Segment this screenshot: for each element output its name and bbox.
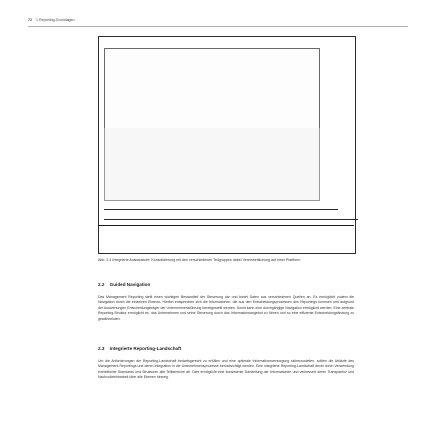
section-integrated-reporting xyxy=(98,346,354,381)
section-heading xyxy=(98,346,354,351)
figure-divider-lower xyxy=(104,219,358,220)
page-number: 72 xyxy=(28,18,32,22)
running-title: 1 Reporting-Grundlagen xyxy=(36,18,75,22)
figure-caption: Abb. 2.4 Integrierte Ausbaustufe: Konsolidierung mit den verschiedenen Teilgruppen dabei Vereinheitlichung auf einer Plattform xyxy=(98,258,301,262)
page-header xyxy=(28,14,408,27)
figure-panel-top xyxy=(104,48,320,130)
section-guided-navigation xyxy=(98,282,354,322)
section-number: 2.3 xyxy=(98,346,105,351)
figure-frame xyxy=(98,36,356,254)
section-body: Um die Anforderungen der Reporting-Landschaft bedarfsgerecht zu erfüllen und eine optimale Informationsversorgung sicherzustellen, sollten die Abläufe des Management Reportings und deren Integration in die Unternehmensprozesse berücksichtigt werden. Eine integrierte Reporting-Landschaft deckt durch Verwendung einheitlicher Standards und Strukturen alle Teilbereiche ab. Dies ermöglicht eine konsistente Darstellung der Informationen und verbessert deren Transparenz und Nachvollziehbarkeit über alle Ebenen hinweg. xyxy=(98,359,354,380)
section-heading xyxy=(98,282,354,287)
figure-panel-bottom xyxy=(104,128,320,201)
section-body: Das Management Reporting stellt einen wichtigen Bestandteil der Steuerung dar und bietet Daten aus verschiedenen Quellen an. Es ermöglicht zudem die Navigation durch die einzelnen Ebenen. Hierbei entsprechen sich die Informationen, die aus den Entscheidungsprozessen des Reportings kommen und aufgrund der Auswertungen Entscheidungsträger der Unternehmensführung bereitgestellt werden. Somit kann eine durchgängige Navigation ermöglicht werden. Eine zentrale Reporting-Struktur ermöglicht es, das Unternehmen und seine Steuerung durch das Informationsangebot zu führen und so eine effiziente Entscheidungsfindung zu gewährleisten. xyxy=(98,295,354,321)
figure-divider xyxy=(104,209,338,210)
figure-base xyxy=(98,225,354,252)
section-number: 2.2 xyxy=(98,282,105,287)
section-title: Integrierte Reporting-Landschaft xyxy=(109,346,182,351)
section-title: Guided Navigation xyxy=(109,282,151,287)
